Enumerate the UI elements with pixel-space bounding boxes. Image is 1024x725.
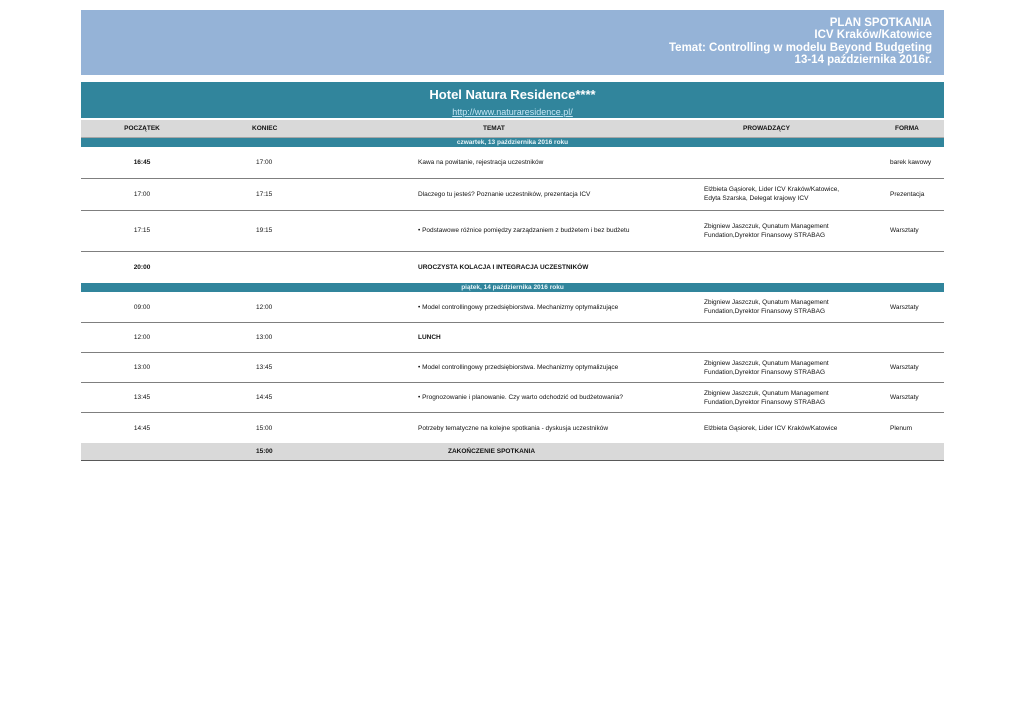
row-end: 17:00 <box>256 159 273 166</box>
column-header-row <box>81 120 944 138</box>
table-row <box>81 211 944 252</box>
row-topic: • Podstawowe różnice pomiędzy zarządzaniem z budżetem i bez budżetu <box>418 227 630 234</box>
row-topic: • Model controllingowy przedsiębiorstwa. Mechanizmy optymalizujące <box>418 304 619 311</box>
row-topic: • Prognozowanie i planowanie. Czy warto odchodzić od budżetowania? <box>418 394 623 401</box>
day-band-thursday: czwartek, 13 października 2016 roku <box>81 138 944 147</box>
row-start: 09:00 <box>133 304 151 311</box>
col-end-header: KONIEC <box>252 125 278 132</box>
row-form: Prezentacja <box>890 191 925 198</box>
row-host: Zbigniew Jaszczuk, Qunatum Management Fundation,Dyrektor Finansowy STRABAG <box>704 223 829 239</box>
row-start: 17:00 <box>133 191 151 198</box>
plan-organizer: ICV Kraków/Katowice <box>814 29 932 42</box>
hotel-name: Hotel Natura Residence**** <box>429 87 596 102</box>
row-topic: Dlaczego tu jesteś? Poznanie uczestników, prezentacja ICV <box>418 191 591 198</box>
row-end: 13:00 <box>256 334 273 341</box>
col-start-header: POCZĄTEK <box>124 125 160 132</box>
row-end: 13:45 <box>256 364 273 371</box>
table-row <box>81 293 944 323</box>
row-host: Elżbieta Gąsiorek, Lider ICV Kraków/Katowice, Edyta Szarska, Delegat krajowy ICV <box>704 186 840 202</box>
hotel-link[interactable]: http://www.naturaresidence.pl/ <box>452 107 573 117</box>
plan-header <box>81 10 944 75</box>
row-host: Zbigniew Jaszczuk, Qunatum Management Fundation,Dyrektor Finansowy STRABAG <box>704 360 829 376</box>
row-host: Zbigniew Jaszczuk, Qunatum Management Fundation,Dyrektor Finansowy STRABAG <box>704 390 829 406</box>
row-start: 14:45 <box>133 425 151 432</box>
col-topic-header: TEMAT <box>483 125 505 132</box>
row-end: 17:15 <box>256 191 273 198</box>
plan-title: PLAN SPOTKANIA <box>829 17 932 29</box>
row-start: 12:00 <box>133 334 151 341</box>
row-host: Zbigniew Jaszczuk, Qunatum Management Fundation,Dyrektor Finansowy STRABAG <box>704 299 829 315</box>
row-host: Elżbieta Gąsiorek, Lider ICV Kraków/Katowice <box>704 425 838 432</box>
table-row <box>81 413 944 442</box>
row-start: 13:00 <box>133 364 151 371</box>
hotel-banner <box>81 82 944 118</box>
row-form: Warsztaty <box>890 227 919 234</box>
row-start: 17:15 <box>133 227 151 234</box>
col-host-header: PROWADZĄCY <box>743 125 790 132</box>
row-form: barek kawowy <box>890 159 932 166</box>
table-row <box>81 323 944 353</box>
table-row <box>81 383 944 413</box>
row-topic: Potrzeby tematyczne na kolejne spotkania - dyskusja uczestników <box>418 425 609 432</box>
row-end: 12:00 <box>256 304 273 311</box>
closing-row <box>81 443 944 461</box>
table-row <box>81 179 944 211</box>
closing-label: ZAKOŃCZENIE SPOTKANIA <box>448 448 536 455</box>
row-end: 19:15 <box>256 227 273 234</box>
row-start: 20:00 <box>133 264 151 271</box>
row-topic: UROCZYSTA KOLACJA I INTEGRACJA UCZESTNIKÓW <box>418 264 589 271</box>
col-form-header: FORMA <box>895 125 919 132</box>
row-form: Warsztaty <box>890 394 919 401</box>
day-band-friday: piątek, 14 października 2016 roku <box>81 283 944 292</box>
row-end: 14:45 <box>256 394 273 401</box>
row-topic: Kawa na powitanie, rejestracja uczestników <box>418 159 544 166</box>
row-topic: • Model controllingowy przedsiębiorstwa. Mechanizmy optymalizujące <box>418 364 619 371</box>
row-end: 15:00 <box>256 425 273 432</box>
table-row <box>81 148 944 179</box>
table-row <box>81 353 944 383</box>
plan-dates: 13-14 października 2016r. <box>794 54 932 67</box>
row-topic: LUNCH <box>418 334 441 341</box>
closing-time: 15:00 <box>256 448 273 455</box>
plan-topic: Temat: Controlling w modelu Beyond Budgeting <box>669 41 932 54</box>
table-row <box>81 252 944 282</box>
row-form: Plenum <box>890 425 913 432</box>
row-start: 13:45 <box>133 394 151 401</box>
row-start: 16:45 <box>133 159 151 166</box>
row-form: Warsztaty <box>890 364 919 371</box>
row-form: Warsztaty <box>890 304 919 311</box>
